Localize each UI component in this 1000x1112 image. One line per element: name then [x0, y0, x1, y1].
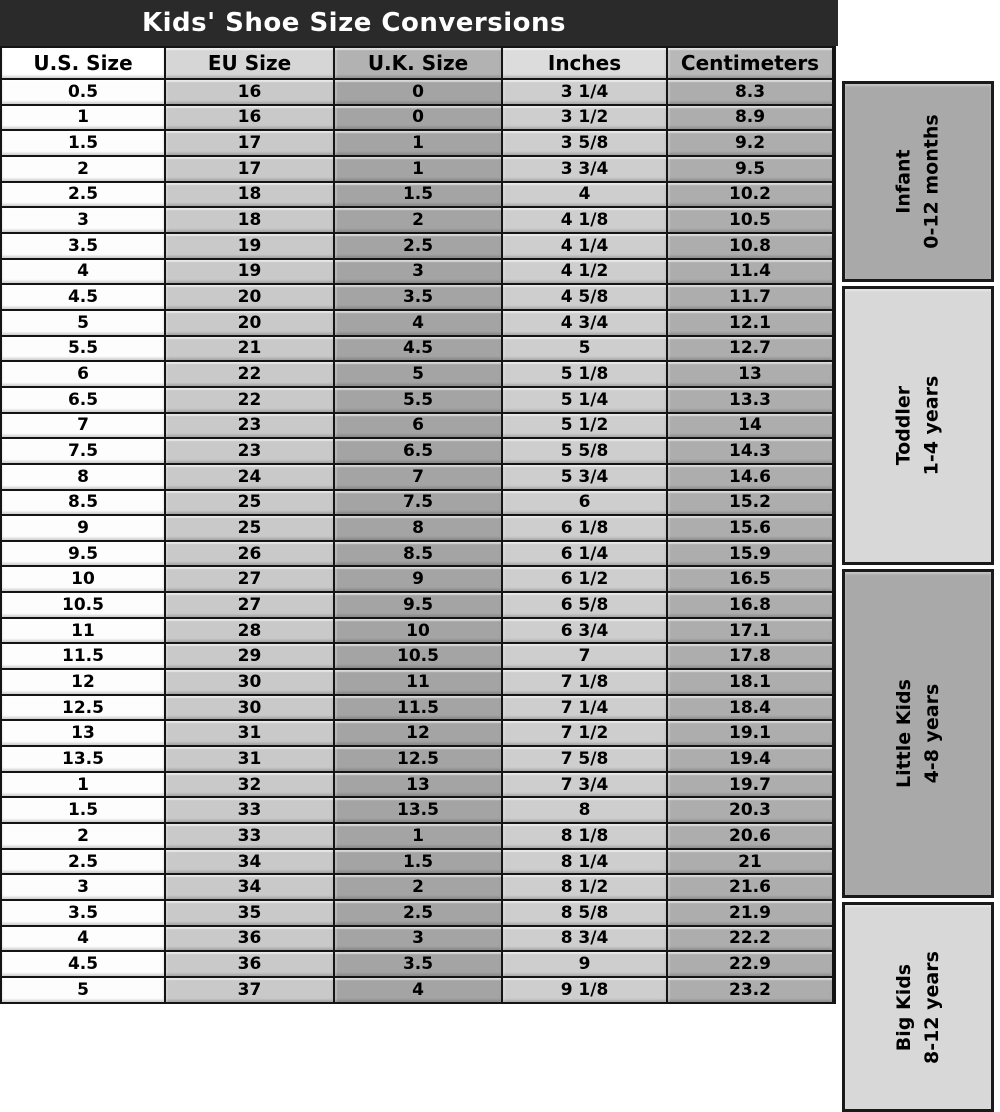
cell-inches: 3 1/2 — [503, 106, 666, 130]
cell-centimeters: 14.6 — [668, 465, 832, 489]
cell-centimeters: 13 — [668, 362, 832, 386]
age-group-label — [890, 114, 945, 248]
cell-eu-size: 27 — [166, 593, 333, 617]
table-row — [2, 260, 834, 284]
cell-centimeters: 16.5 — [668, 567, 832, 591]
cell-centimeters: 19.4 — [668, 747, 832, 771]
cell-us-size: 4 — [2, 927, 164, 951]
table-row — [2, 131, 834, 155]
cell-centimeters: 15.6 — [668, 516, 832, 540]
age-group-band-little-kids — [842, 569, 994, 899]
cell-us-size: 4 — [2, 260, 164, 284]
cell-uk-size: 10.5 — [335, 644, 501, 668]
cell-eu-size: 36 — [166, 952, 333, 976]
cell-eu-size: 22 — [166, 388, 333, 412]
cell-uk-size: 5.5 — [335, 388, 501, 412]
cell-centimeters: 10.5 — [668, 208, 832, 232]
cell-inches: 5 — [503, 337, 666, 361]
cell-eu-size: 19 — [166, 234, 333, 258]
cell-eu-size: 32 — [166, 773, 333, 797]
table-row — [2, 337, 834, 361]
table-body — [2, 80, 834, 1002]
cell-eu-size: 33 — [166, 798, 333, 822]
cell-us-size: 2.5 — [2, 850, 164, 874]
conversion-table — [0, 46, 836, 1004]
cell-inches: 4 3/4 — [503, 311, 666, 335]
cell-eu-size: 20 — [166, 285, 333, 309]
cell-eu-size: 22 — [166, 362, 333, 386]
cell-uk-size: 1 — [335, 824, 501, 848]
table-row — [2, 978, 834, 1002]
age-group-band-big-kids — [842, 902, 994, 1112]
cell-inches: 8 1/8 — [503, 824, 666, 848]
cell-inches: 7 5/8 — [503, 747, 666, 771]
cell-uk-size: 12 — [335, 721, 501, 745]
cell-centimeters: 21.9 — [668, 901, 832, 925]
cell-inches: 7 1/8 — [503, 670, 666, 694]
table-row — [2, 106, 834, 130]
cell-eu-size: 36 — [166, 927, 333, 951]
cell-eu-size: 28 — [166, 619, 333, 643]
cell-eu-size: 16 — [166, 106, 333, 130]
cell-centimeters: 21.6 — [668, 875, 832, 899]
cell-inches: 6 — [503, 491, 666, 515]
table-row — [2, 824, 834, 848]
cell-inches: 6 3/4 — [503, 619, 666, 643]
cell-us-size: 3.5 — [2, 234, 164, 258]
cell-us-size: 1.5 — [2, 798, 164, 822]
cell-inches: 5 1/2 — [503, 414, 666, 438]
cell-centimeters: 19.7 — [668, 773, 832, 797]
cell-us-size: 5 — [2, 978, 164, 1002]
cell-us-size: 13.5 — [2, 747, 164, 771]
cell-uk-size: 7.5 — [335, 491, 501, 515]
age-group-label — [890, 376, 945, 476]
table-row — [2, 619, 834, 643]
cell-centimeters: 23.2 — [668, 978, 832, 1002]
column-header-centimeters: Centimeters — [668, 48, 832, 78]
cell-eu-size: 18 — [166, 208, 333, 232]
cell-centimeters: 20.6 — [668, 824, 832, 848]
cell-eu-size: 37 — [166, 978, 333, 1002]
cell-uk-size: 10 — [335, 619, 501, 643]
cell-uk-size: 12.5 — [335, 747, 501, 771]
table-row — [2, 593, 834, 617]
age-group-range: 0-12 months — [920, 114, 942, 249]
cell-inches: 5 1/8 — [503, 362, 666, 386]
cell-uk-size: 3.5 — [335, 952, 501, 976]
table-row — [2, 516, 834, 540]
cell-centimeters: 15.9 — [668, 542, 832, 566]
cell-inches: 9 1/8 — [503, 978, 666, 1002]
cell-centimeters: 17.8 — [668, 644, 832, 668]
cell-eu-size: 26 — [166, 542, 333, 566]
cell-eu-size: 24 — [166, 465, 333, 489]
cell-eu-size: 25 — [166, 516, 333, 540]
cell-eu-size: 17 — [166, 131, 333, 155]
cell-uk-size: 4.5 — [335, 337, 501, 361]
table-row — [2, 491, 834, 515]
table-row — [2, 311, 834, 335]
table-row — [2, 80, 834, 104]
table-row — [2, 542, 834, 566]
cell-centimeters: 15.2 — [668, 491, 832, 515]
table-row — [2, 875, 834, 899]
cell-uk-size: 1.5 — [335, 183, 501, 207]
table-row — [2, 439, 834, 463]
cell-us-size: 2 — [2, 157, 164, 181]
column-header-inches: Inches — [503, 48, 666, 78]
cell-uk-size: 4 — [335, 311, 501, 335]
cell-uk-size: 8.5 — [335, 542, 501, 566]
cell-centimeters: 22.9 — [668, 952, 832, 976]
table-row — [2, 644, 834, 668]
cell-centimeters: 16.8 — [668, 593, 832, 617]
cell-inches: 7 1/2 — [503, 721, 666, 745]
cell-uk-size: 2 — [335, 875, 501, 899]
table-row — [2, 234, 834, 258]
cell-eu-size: 30 — [166, 670, 333, 694]
cell-uk-size: 1 — [335, 131, 501, 155]
cell-inches: 5 1/4 — [503, 388, 666, 412]
cell-us-size: 9.5 — [2, 542, 164, 566]
age-group-name: Big Kids — [892, 963, 915, 1051]
cell-centimeters: 21 — [668, 850, 832, 874]
cell-inches: 4 — [503, 183, 666, 207]
cell-inches: 7 3/4 — [503, 773, 666, 797]
cell-us-size: 13 — [2, 721, 164, 745]
cell-us-size: 8 — [2, 465, 164, 489]
cell-uk-size: 2.5 — [335, 901, 501, 925]
cell-centimeters: 8.9 — [668, 106, 832, 130]
column-header-eu-size: EU Size — [166, 48, 333, 78]
cell-us-size: 12.5 — [2, 696, 164, 720]
cell-centimeters: 20.3 — [668, 798, 832, 822]
cell-us-size: 0.5 — [2, 80, 164, 104]
cell-inches: 4 1/4 — [503, 234, 666, 258]
cell-eu-size: 23 — [166, 439, 333, 463]
cell-us-size: 11 — [2, 619, 164, 643]
cell-eu-size: 29 — [166, 644, 333, 668]
cell-uk-size: 2 — [335, 208, 501, 232]
cell-centimeters: 11.7 — [668, 285, 832, 309]
cell-uk-size: 9 — [335, 567, 501, 591]
cell-inches: 8 1/4 — [503, 850, 666, 874]
cell-inches: 5 3/4 — [503, 465, 666, 489]
table-row — [2, 901, 834, 925]
table-row — [2, 208, 834, 232]
cell-us-size: 1 — [2, 106, 164, 130]
cell-us-size: 9 — [2, 516, 164, 540]
cell-us-size: 8.5 — [2, 491, 164, 515]
cell-centimeters: 10.2 — [668, 183, 832, 207]
cell-inches: 9 — [503, 952, 666, 976]
age-group-name: Little Kids — [892, 678, 915, 788]
cell-us-size: 3 — [2, 208, 164, 232]
cell-us-size: 3 — [2, 875, 164, 899]
table-row — [2, 183, 834, 207]
table-row — [2, 388, 834, 412]
age-group-range: 8-12 years — [920, 950, 942, 1064]
cell-centimeters: 10.8 — [668, 234, 832, 258]
cell-uk-size: 2.5 — [335, 234, 501, 258]
age-group-band-infant — [842, 81, 994, 282]
cell-eu-size: 20 — [166, 311, 333, 335]
cell-centimeters: 18.4 — [668, 696, 832, 720]
cell-uk-size: 13.5 — [335, 798, 501, 822]
cell-us-size: 7 — [2, 414, 164, 438]
cell-eu-size: 16 — [166, 80, 333, 104]
cell-uk-size: 6.5 — [335, 439, 501, 463]
cell-eu-size: 21 — [166, 337, 333, 361]
cell-eu-size: 34 — [166, 850, 333, 874]
cell-us-size: 5.5 — [2, 337, 164, 361]
cell-uk-size: 11 — [335, 670, 501, 694]
cell-inches: 4 1/2 — [503, 260, 666, 284]
cell-us-size: 11.5 — [2, 644, 164, 668]
age-group-range: 1-4 years — [920, 375, 942, 476]
cell-eu-size: 33 — [166, 824, 333, 848]
table-row — [2, 952, 834, 976]
cell-uk-size: 9.5 — [335, 593, 501, 617]
cell-eu-size: 23 — [166, 414, 333, 438]
cell-us-size: 3.5 — [2, 901, 164, 925]
cell-inches: 5 5/8 — [503, 439, 666, 463]
cell-uk-size: 11.5 — [335, 696, 501, 720]
table-row — [2, 927, 834, 951]
table-header-row — [2, 48, 834, 78]
cell-us-size: 2.5 — [2, 183, 164, 207]
cell-centimeters: 14.3 — [668, 439, 832, 463]
cell-us-size: 6 — [2, 362, 164, 386]
cell-us-size: 1.5 — [2, 131, 164, 155]
table-row — [2, 362, 834, 386]
table-row — [2, 670, 834, 694]
cell-inches: 7 — [503, 644, 666, 668]
cell-inches: 7 1/4 — [503, 696, 666, 720]
cell-uk-size: 1.5 — [335, 850, 501, 874]
cell-centimeters: 8.3 — [668, 80, 832, 104]
age-group-name: Infant — [892, 149, 915, 214]
cell-uk-size: 0 — [335, 106, 501, 130]
cell-inches: 3 5/8 — [503, 131, 666, 155]
cell-uk-size: 3 — [335, 927, 501, 951]
cell-uk-size: 6 — [335, 414, 501, 438]
cell-centimeters: 9.5 — [668, 157, 832, 181]
cell-inches: 6 1/8 — [503, 516, 666, 540]
cell-uk-size: 4 — [335, 978, 501, 1002]
table-row — [2, 747, 834, 771]
cell-eu-size: 25 — [166, 491, 333, 515]
column-header-uk-size: U.K. Size — [335, 48, 501, 78]
cell-us-size: 6.5 — [2, 388, 164, 412]
cell-us-size: 4.5 — [2, 952, 164, 976]
cell-us-size: 4.5 — [2, 285, 164, 309]
table-row — [2, 465, 834, 489]
table-row — [2, 567, 834, 591]
table-row — [2, 414, 834, 438]
cell-inches: 3 3/4 — [503, 157, 666, 181]
cell-inches: 6 1/2 — [503, 567, 666, 591]
cell-us-size: 10.5 — [2, 593, 164, 617]
table-row — [2, 850, 834, 874]
table-row — [2, 721, 834, 745]
age-group-band-toddler — [842, 286, 994, 564]
cell-uk-size: 1 — [335, 157, 501, 181]
cell-inches: 8 5/8 — [503, 901, 666, 925]
age-group-label — [890, 679, 945, 788]
cell-eu-size: 30 — [166, 696, 333, 720]
cell-centimeters: 18.1 — [668, 670, 832, 694]
age-group-name: Toddler — [892, 385, 915, 466]
cell-inches: 4 1/8 — [503, 208, 666, 232]
cell-eu-size: 27 — [166, 567, 333, 591]
cell-inches: 3 1/4 — [503, 80, 666, 104]
table-row — [2, 798, 834, 822]
cell-centimeters: 14 — [668, 414, 832, 438]
table-row — [2, 285, 834, 309]
cell-uk-size: 8 — [335, 516, 501, 540]
cell-eu-size: 19 — [166, 260, 333, 284]
cell-eu-size: 35 — [166, 901, 333, 925]
cell-centimeters: 12.7 — [668, 337, 832, 361]
table-row — [2, 157, 834, 181]
cell-centimeters: 11.4 — [668, 260, 832, 284]
chart-title-bar — [0, 0, 838, 46]
cell-centimeters: 19.1 — [668, 721, 832, 745]
cell-uk-size: 13 — [335, 773, 501, 797]
cell-inches: 6 1/4 — [503, 542, 666, 566]
cell-uk-size: 3 — [335, 260, 501, 284]
cell-centimeters: 13.3 — [668, 388, 832, 412]
cell-inches: 8 — [503, 798, 666, 822]
cell-inches: 6 5/8 — [503, 593, 666, 617]
column-header-us-size: U.S. Size — [2, 48, 164, 78]
table-row — [2, 773, 834, 797]
cell-uk-size: 0 — [335, 80, 501, 104]
cell-eu-size: 31 — [166, 721, 333, 745]
cell-us-size: 7.5 — [2, 439, 164, 463]
age-group-label — [890, 951, 945, 1064]
cell-centimeters: 22.2 — [668, 927, 832, 951]
cell-us-size: 5 — [2, 311, 164, 335]
cell-inches: 8 3/4 — [503, 927, 666, 951]
cell-eu-size: 31 — [166, 747, 333, 771]
cell-inches: 4 5/8 — [503, 285, 666, 309]
cell-us-size: 12 — [2, 670, 164, 694]
cell-us-size: 1 — [2, 773, 164, 797]
cell-uk-size: 5 — [335, 362, 501, 386]
cell-centimeters: 17.1 — [668, 619, 832, 643]
table-row — [2, 696, 834, 720]
chart-title: Kids' Shoe Size Conversions — [142, 8, 566, 38]
age-group-range: 4-8 years — [919, 683, 942, 784]
cell-eu-size: 17 — [166, 157, 333, 181]
cell-centimeters: 12.1 — [668, 311, 832, 335]
cell-inches: 8 1/2 — [503, 875, 666, 899]
cell-uk-size: 7 — [335, 465, 501, 489]
cell-eu-size: 18 — [166, 183, 333, 207]
cell-centimeters: 9.2 — [668, 131, 832, 155]
cell-us-size: 2 — [2, 824, 164, 848]
cell-us-size: 10 — [2, 567, 164, 591]
cell-eu-size: 34 — [166, 875, 333, 899]
cell-uk-size: 3.5 — [335, 285, 501, 309]
